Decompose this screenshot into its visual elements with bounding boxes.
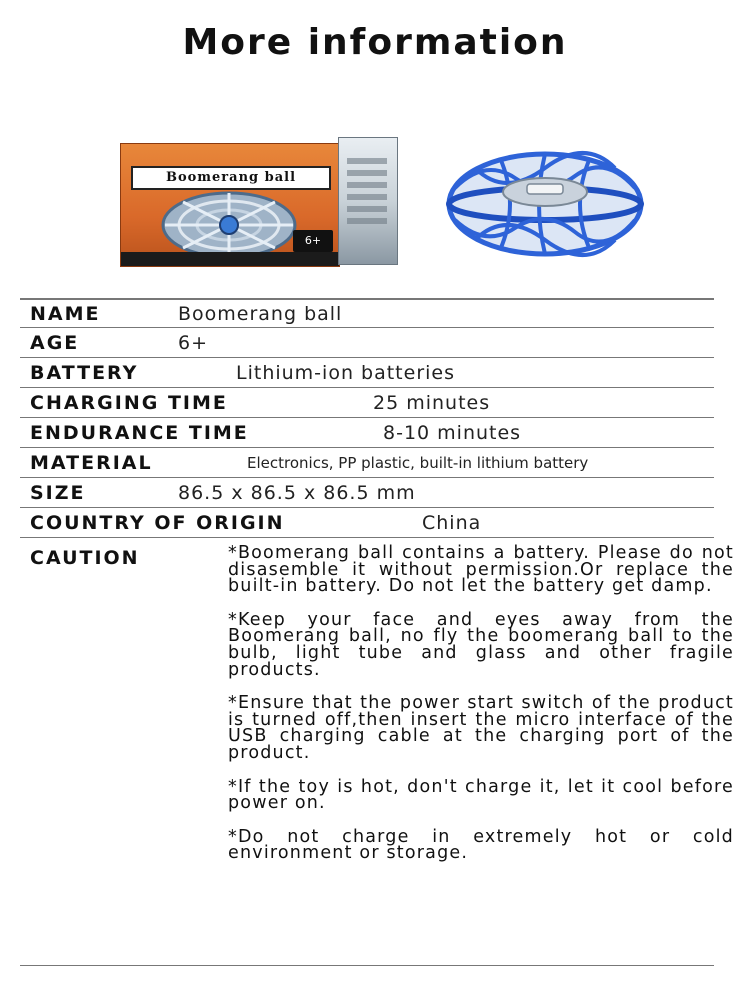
spec-row-size	[20, 478, 714, 508]
bottom-divider	[20, 965, 714, 966]
spec-value: 8-10 minutes	[383, 421, 522, 444]
box-side	[338, 137, 398, 265]
spec-row-name	[20, 298, 714, 328]
spec-table	[20, 298, 714, 538]
spec-row-endurance-time	[20, 418, 714, 448]
spec-value: Boomerang ball	[178, 302, 343, 325]
box-ball-icon	[159, 190, 299, 260]
product-box-image	[120, 135, 400, 267]
boomerang-ball-icon	[445, 148, 645, 260]
box-bottom-bar	[121, 252, 339, 266]
box-brand-label: Boomerang ball	[131, 166, 331, 190]
spec-label: NAME	[30, 302, 101, 325]
spec-label: COUNTRY OF ORIGIN	[30, 511, 285, 534]
page-title: More information	[182, 22, 568, 63]
box-front	[120, 143, 340, 267]
spec-value: Lithium-ion batteries	[236, 361, 455, 384]
caution-item: *If the toy is hot, don't charge it, let it cool before power on.	[228, 776, 734, 814]
spec-label: MATERIAL	[30, 451, 153, 474]
caution-label: CAUTION	[30, 547, 140, 569]
spec-label: AGE	[30, 331, 80, 354]
box-age-badge: 6+	[293, 230, 333, 252]
caution-item: *Do not charge in extremely hot or cold environment or storage.	[228, 826, 734, 864]
caution-item: *Boomerang ball contains a battery. Please do not disasemble it without permission.Or replace the built-in battery. Do not let the battery get damp.	[228, 543, 734, 597]
spec-value: China	[422, 511, 482, 534]
caution-list	[228, 545, 734, 879]
spec-row-country	[20, 508, 714, 538]
spec-label: ENDURANCE TIME	[30, 421, 249, 444]
caution-item: *Keep your face and eyes away from the Boomerang ball, no fly the boomerang ball to the bulb, light tube and glass and other fragile products.	[228, 609, 734, 680]
spec-row-battery	[20, 358, 714, 388]
spec-row-age	[20, 328, 714, 358]
spec-row-charging-time	[20, 388, 714, 418]
spec-label: BATTERY	[30, 361, 139, 384]
spec-value: Electronics, PP plastic, built-in lithium battery	[247, 453, 589, 472]
spec-value: 86.5 x 86.5 x 86.5 mm	[178, 481, 416, 504]
spec-row-material	[20, 448, 714, 478]
spec-value: 6+	[178, 331, 209, 354]
caution-item: *Ensure that the power start switch of the product is turned off,then insert the micro interface of the USB charging cable at the charging port of the product.	[228, 693, 734, 763]
boomerang-ball-image	[445, 148, 645, 260]
spec-label: SIZE	[30, 481, 86, 504]
spec-value: 25 minutes	[373, 391, 491, 414]
spec-label: CHARGING TIME	[30, 391, 228, 414]
